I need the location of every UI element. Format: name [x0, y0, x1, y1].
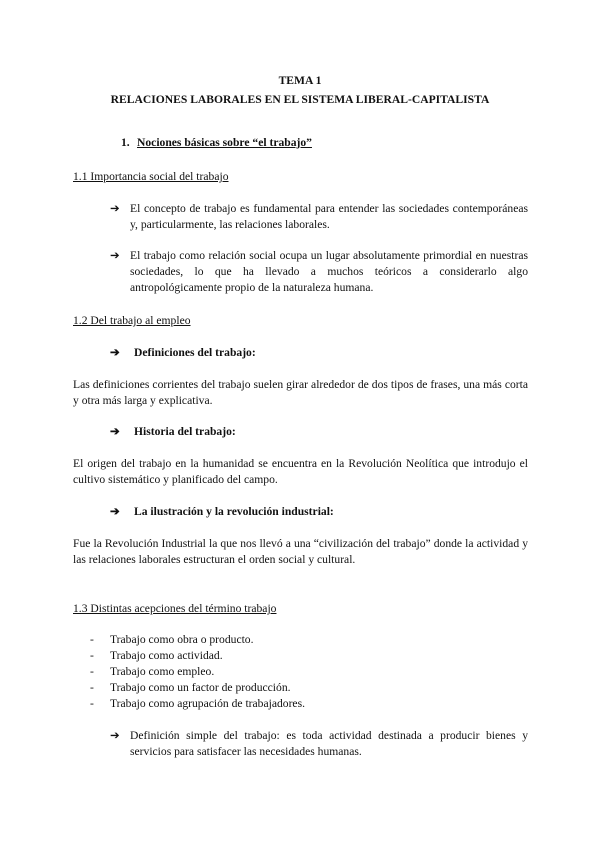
bullet-text: Definición simple del trabajo: es toda actividad destinada a producir bienes y servicios para satisfacer las necesidades humanas. [130, 729, 528, 758]
list-item-text: Trabajo como agrupación de trabajadores. [110, 697, 305, 710]
paragraph-ilustracion: Fue la Revolución Industrial la que nos llevó a una “civilización del trabajo” donde la actividad y las relaciones laborales estructuran el orden social y cultural. [73, 537, 528, 566]
subsection-1-1-title: 1.1 Importancia social del trabajo [73, 170, 229, 183]
paragraph-historia: El origen del trabajo en la humanidad se encuentra en la Revolución Neolítica que introdujo el cultivo sistemático y planificado del campo. [73, 457, 528, 486]
document-title: RELACIONES LABORALES EN EL SISTEMA LIBERAL-CAPITALISTA [110, 93, 490, 106]
arrow-icon: ➔ [110, 505, 120, 518]
bullet-definicion-simple [110, 728, 528, 760]
arrow-icon: ➔ [110, 202, 120, 215]
bullet-relacion-social [110, 248, 528, 296]
acepciones-list [90, 632, 305, 712]
dash-marker: - [90, 649, 94, 662]
list-item [90, 648, 305, 664]
section-1-number: 1. [121, 136, 130, 149]
bullet-text: El concepto de trabajo es fundamental para entender las sociedades contemporáneas y, particularmente, las relaciones laborales. [130, 202, 528, 231]
list-item-text: Trabajo como un factor de producción. [110, 681, 291, 694]
heading-text: Definiciones del trabajo: [134, 346, 256, 359]
arrow-icon: ➔ [110, 249, 120, 262]
subsection-1-2-title: 1.2 Del trabajo al empleo [73, 314, 191, 327]
heading-text: Historia del trabajo: [134, 425, 236, 438]
heading-definiciones [110, 345, 256, 361]
list-item [90, 664, 305, 680]
paragraph-definiciones: Las definiciones corrientes del trabajo suelen girar alrededor de dos tipos de frases, una más corta y otra más larga y explicativa. [73, 378, 528, 407]
arrow-icon: ➔ [110, 729, 120, 742]
arrow-icon: ➔ [110, 346, 120, 359]
list-item-text: Trabajo como obra o producto. [110, 633, 254, 646]
tema-label: TEMA 1 [278, 74, 322, 87]
dash-marker: - [90, 697, 94, 710]
section-1-title: Nociones básicas sobre “el trabajo” [137, 136, 312, 149]
subsection-1-3-title: 1.3 Distintas acepciones del término trabajo [73, 602, 277, 615]
list-item-text: Trabajo como empleo. [110, 665, 215, 678]
arrow-icon: ➔ [110, 425, 120, 438]
dash-marker: - [90, 681, 94, 694]
document-header [0, 71, 600, 109]
list-item [90, 696, 305, 712]
bullet-concepto [110, 201, 528, 233]
heading-ilustracion [110, 504, 334, 520]
list-item [90, 632, 305, 648]
heading-text: La ilustración y la revolución industrial: [134, 505, 334, 518]
bullet-text: El trabajo como relación social ocupa un lugar absolutamente primordial en nuestras sociedades, lo que ha llevado a muchos teóricos a considerarlo algo antropológicamente propio de la naturaleza humana. [130, 249, 528, 294]
dash-marker: - [90, 633, 94, 646]
list-item-text: Trabajo como actividad. [110, 649, 223, 662]
section-1-heading [121, 135, 312, 151]
dash-marker: - [90, 665, 94, 678]
heading-historia [110, 424, 236, 440]
list-item [90, 680, 305, 696]
